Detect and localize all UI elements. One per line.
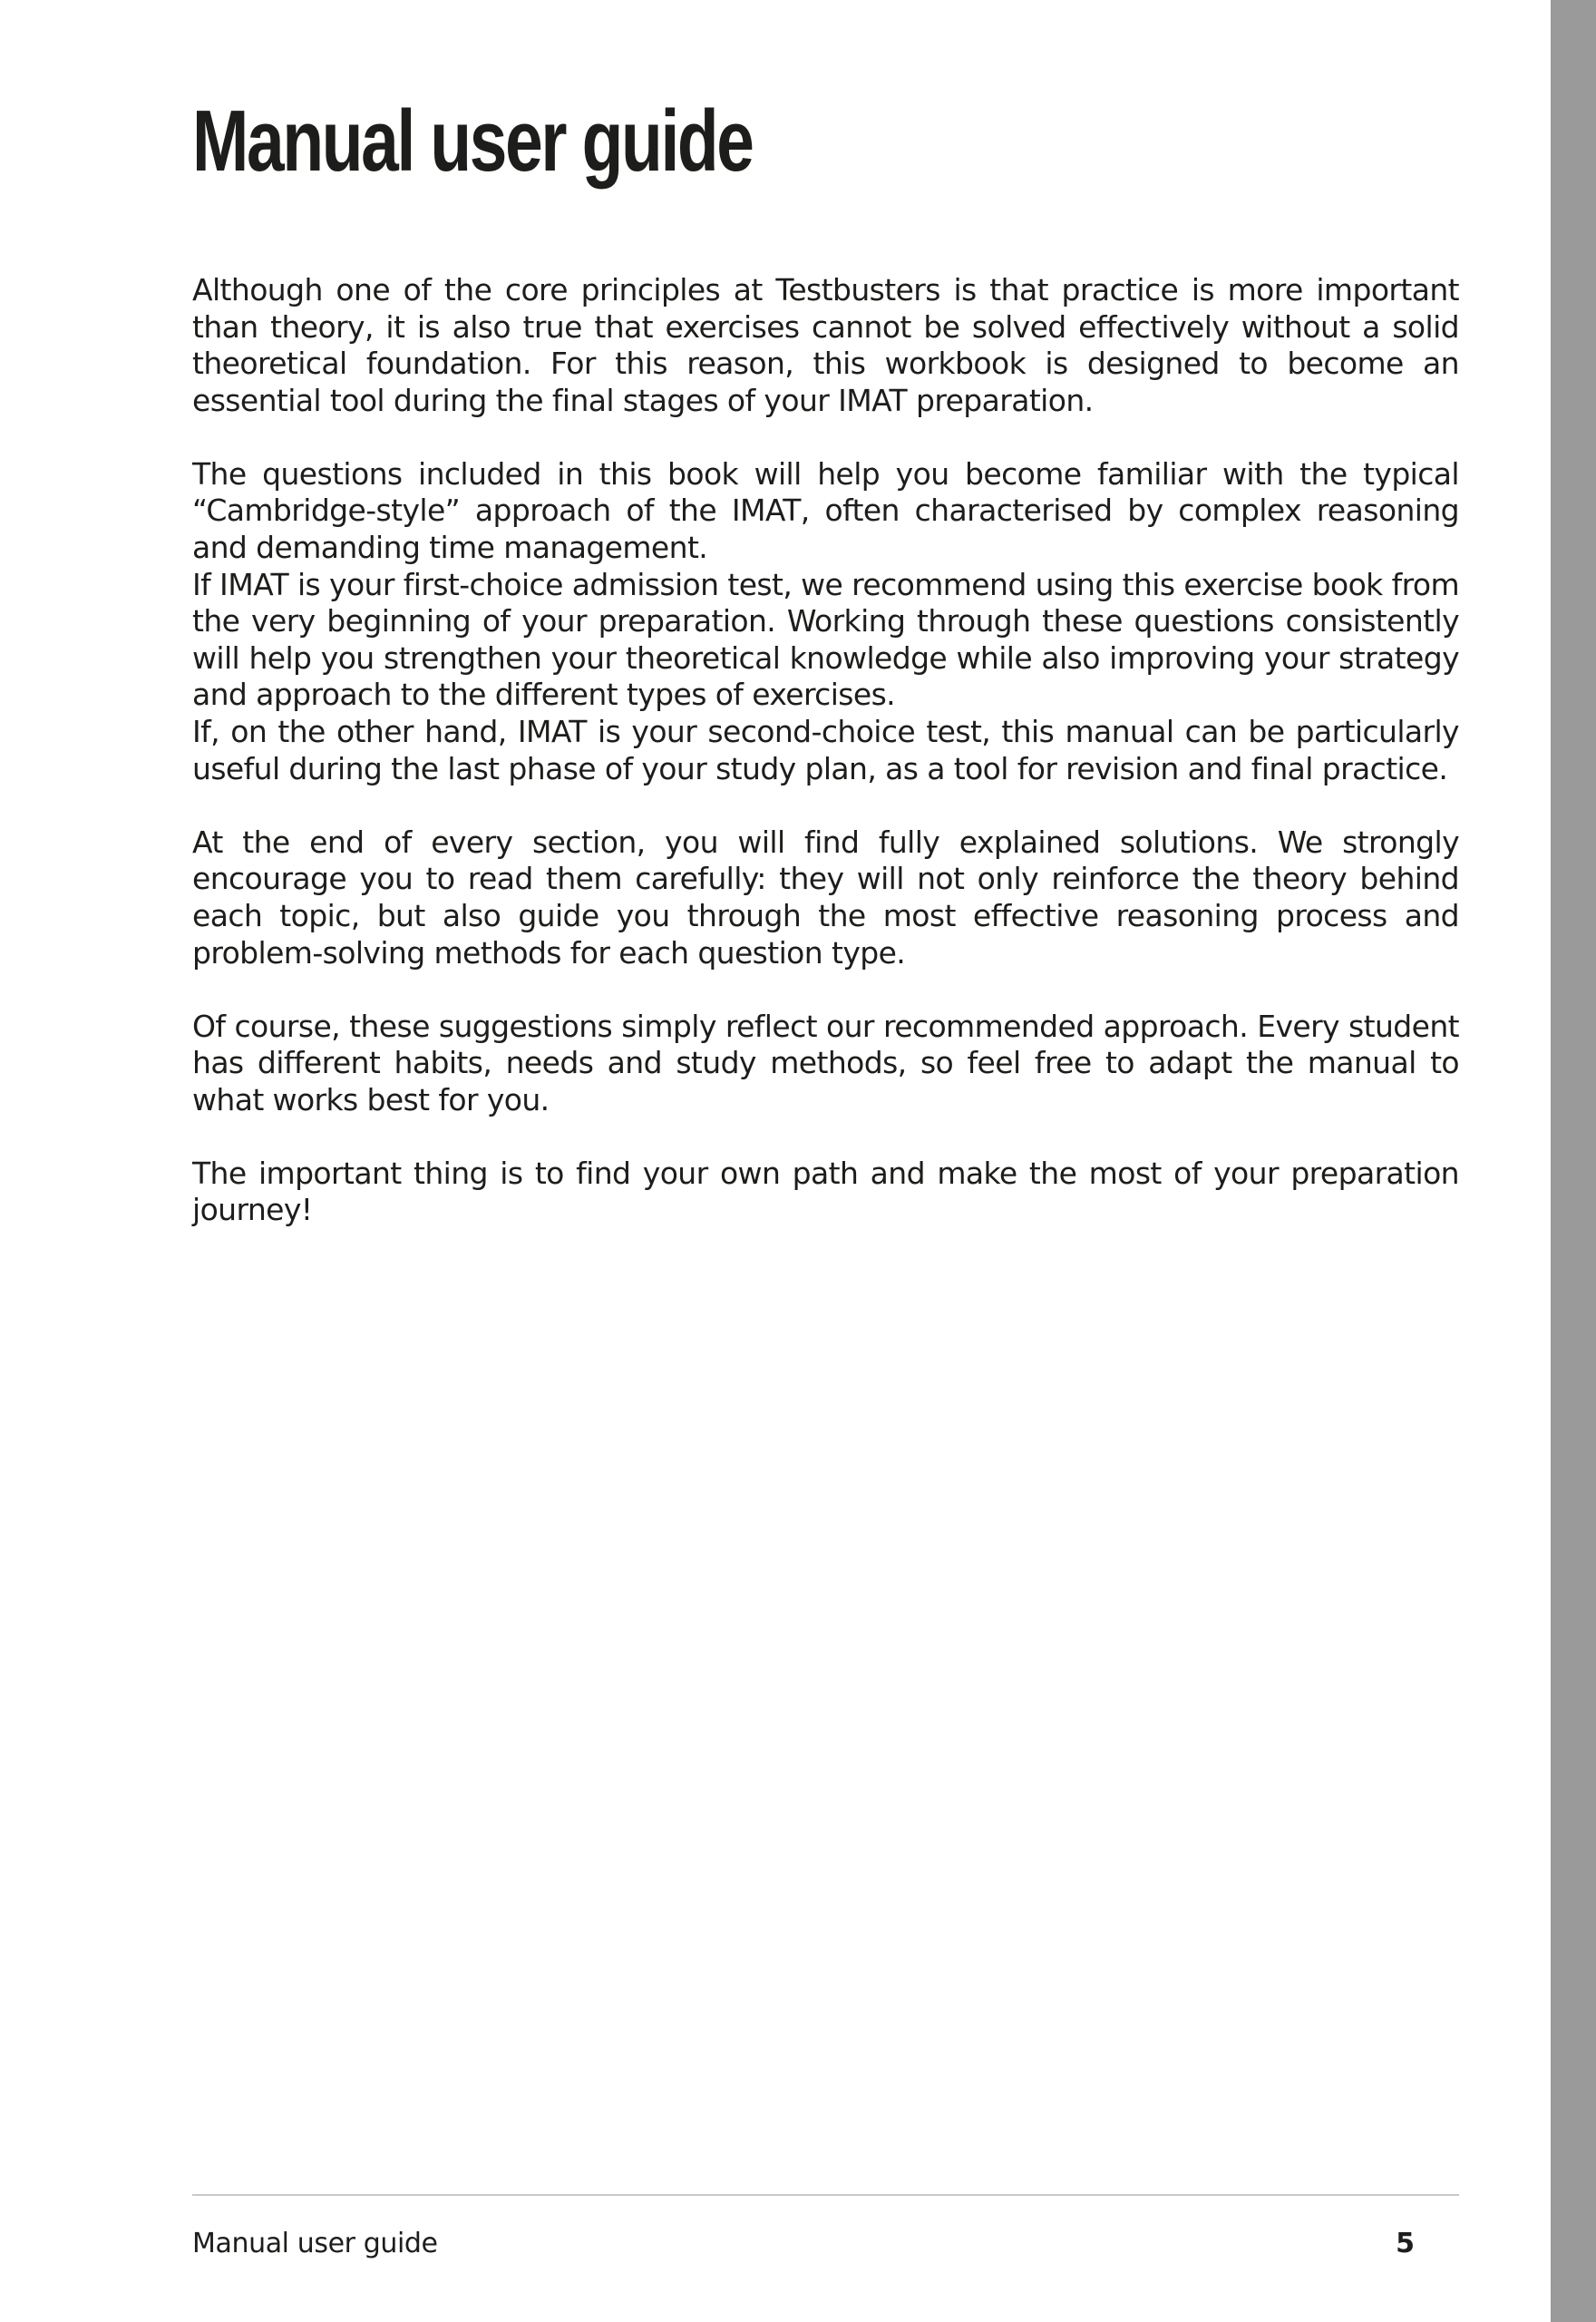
body-text — [192, 272, 1459, 1266]
paragraph-closing: The important thing is to find your own path and make the most of your preparation journey! — [192, 1155, 1459, 1228]
paragraph-solutions: At the end of every section, you will find fully explained solutions. We strongly encourage you to read them carefully: they will not only reinforce the theory behind each topic, but also guide you through the most effective reasoning process and problem-solving methods for each question type. — [192, 824, 1459, 971]
page-number: 5 — [1396, 2228, 1415, 2259]
paragraph-suggestions: Of course, these suggestions simply reflect our recommended approach. Every student has different habits, needs and study methods, so feel free to adapt the manual to what works best for you. — [192, 1008, 1459, 1117]
page-edge-band — [1551, 0, 1596, 2322]
footer-label: Manual user guide — [192, 2228, 438, 2259]
paragraph-second-choice: If, on the other hand, IMAT is your second-choice test, this manual can be particularly useful during the last phase of your study plan, as a tool for revision and final practice. — [192, 714, 1459, 786]
footer-divider — [192, 2194, 1459, 2196]
paragraph-intro: Although one of the core principles at Testbusters is that practice is more important than theory, it is also true that exercises cannot be solved effectively without a solid theoretical foundation. For this reason, this workbook is designed to become an essential tool during the final stages of your IMAT preparation. — [192, 272, 1459, 418]
page-title: Manual user guide — [192, 93, 753, 190]
paragraph-cambridge-style: The questions included in this book will help you become familiar with the typical “Cambridge-style” approach of the IMAT, often characterised by complex reasoning and demanding time management. — [192, 455, 1459, 566]
paragraph-first-choice: If IMAT is your first-choice admission test, we recommend using this exercise book from the very beginning of your preparation. Working through these questions consistently will help you strengthen your theoretical knowledge while also improving your strategy and approach to the different types of exercises. — [192, 566, 1459, 713]
